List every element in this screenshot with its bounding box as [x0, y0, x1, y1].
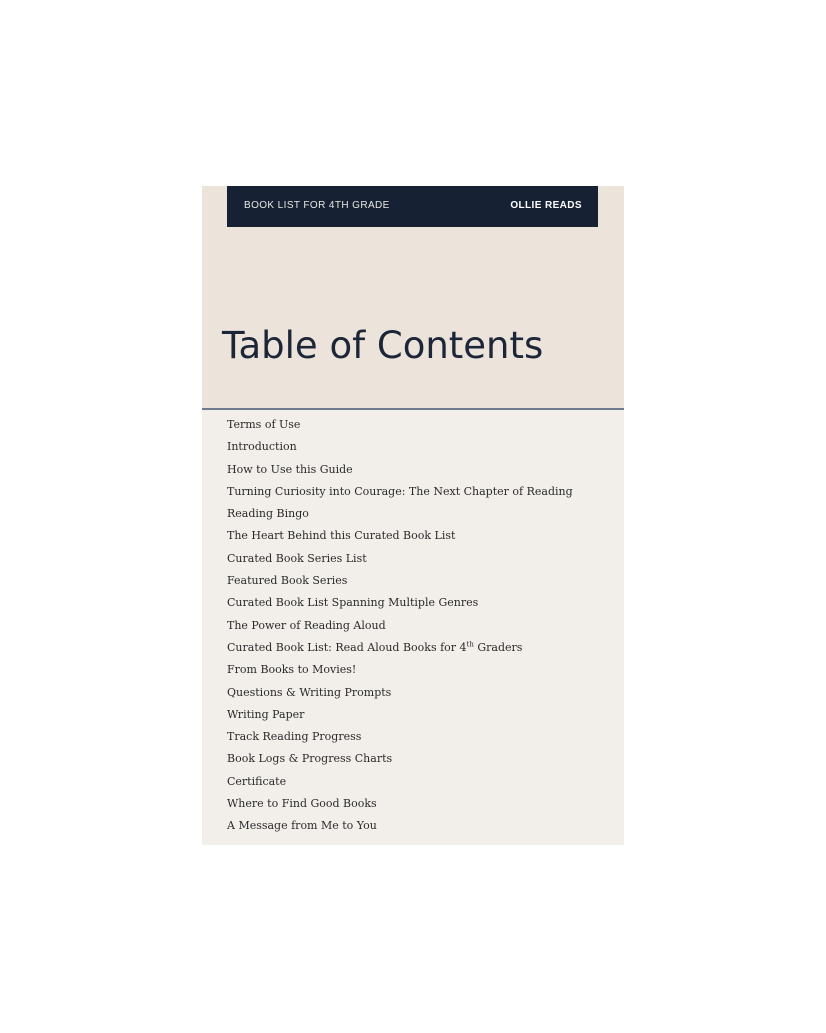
- toc-item-read-aloud-books[interactable]: [227, 637, 573, 659]
- toc-item-featured-series[interactable]: Featured Book Series: [227, 574, 348, 588]
- toc-item-reading-aloud[interactable]: The Power of Reading Aloud: [227, 618, 386, 632]
- toc-item-find-good-books[interactable]: Where to Find Good Books: [227, 797, 377, 811]
- toc-item-questions-prompts[interactable]: Questions & Writing Prompts: [227, 685, 392, 699]
- toc-item-terms-of-use[interactable]: Terms of Use: [227, 418, 301, 431]
- toc-item-books-to-movies[interactable]: From Books to Movies!: [227, 663, 357, 677]
- header-area: [202, 186, 624, 410]
- toc-item-certificate[interactable]: Certificate: [227, 774, 287, 788]
- table-of-contents: [227, 414, 573, 838]
- toc-item-series-list[interactable]: Curated Book Series List: [227, 551, 367, 565]
- toc-item-track-progress[interactable]: Track Reading Progress: [227, 730, 362, 744]
- toc-item-introduction[interactable]: Introduction: [227, 440, 297, 454]
- document-page: [202, 186, 624, 845]
- toc-item-heart-behind[interactable]: The Heart Behind this Curated Book List: [227, 529, 456, 543]
- page-title: Table of Contents: [222, 324, 544, 367]
- toc-item-how-to-use[interactable]: How to Use this Guide: [227, 462, 353, 476]
- toc-item-multiple-genres[interactable]: Curated Book List Spanning Multiple Genres: [227, 596, 479, 610]
- toc-item-curiosity-into-courage[interactable]: Turning Curiosity into Courage: The Next Chapter of Reading: [227, 484, 573, 498]
- book-list-label: BOOK LIST FOR 4TH GRADE: [244, 200, 390, 211]
- brand-name: OLLIE READS: [510, 200, 582, 211]
- toc-item-read-aloud-text-end: Graders: [473, 640, 523, 654]
- toc-item-writing-paper[interactable]: Writing Paper: [227, 707, 305, 721]
- toc-item-reading-bingo[interactable]: Reading Bingo: [227, 507, 309, 521]
- top-bar: [227, 186, 598, 227]
- ordinal-suffix: th: [466, 640, 474, 649]
- toc-item-book-logs[interactable]: Book Logs & Progress Charts: [227, 752, 393, 766]
- toc-item-read-aloud-text: Curated Book List: Read Aloud Books for 4: [227, 640, 467, 654]
- toc-item-message[interactable]: A Message from Me to You: [227, 819, 377, 833]
